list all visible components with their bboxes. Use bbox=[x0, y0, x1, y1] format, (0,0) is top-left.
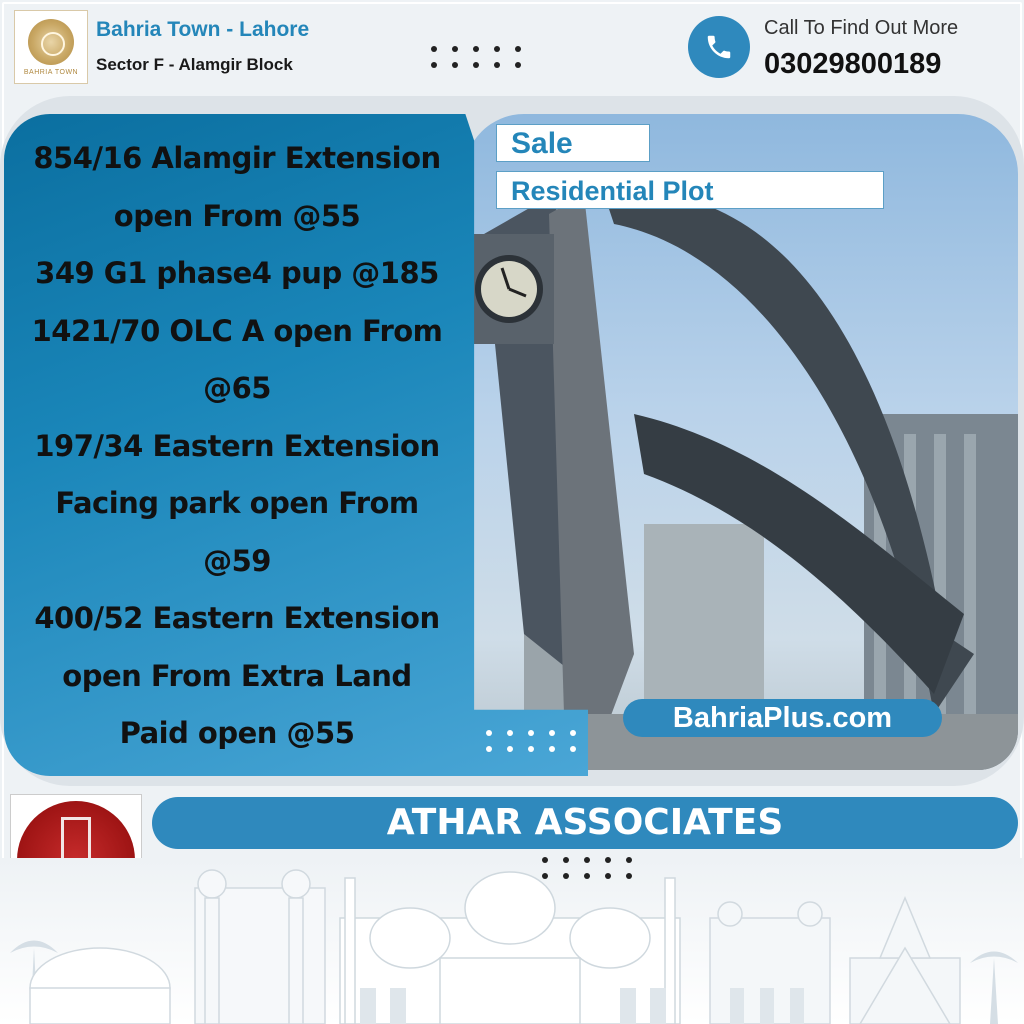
listing-line: 197/34 Eastern Extension bbox=[34, 428, 440, 463]
agency-name-bar: ATHAR ASSOCIATES bbox=[152, 797, 1018, 849]
listing-line: 349 G1 phase4 pup @185 bbox=[35, 256, 439, 290]
bahria-town-logo bbox=[14, 10, 88, 84]
website-link[interactable]: BahriaPlus.com bbox=[623, 699, 942, 737]
cta-label: Call To Find Out More bbox=[764, 17, 959, 39]
listing-line: open From @55 bbox=[113, 198, 361, 233]
listing-line: Facing park open From bbox=[55, 486, 419, 520]
listing-line: @59 bbox=[203, 543, 271, 578]
monument-photo bbox=[464, 114, 1018, 770]
listing-line: open From Extra Land bbox=[62, 658, 412, 693]
listing-text bbox=[16, 130, 458, 763]
decorative-dots bbox=[486, 730, 576, 752]
phone-icon[interactable] bbox=[688, 16, 750, 78]
decorative-dots bbox=[542, 857, 632, 879]
decorative-dots bbox=[431, 46, 521, 68]
listing-line: 1421/70 OLC A open From bbox=[31, 313, 443, 348]
phone-number[interactable]: 03029800189 bbox=[764, 48, 942, 80]
emblem-icon bbox=[28, 19, 74, 65]
listing-line: Paid open @55 bbox=[119, 716, 355, 750]
listing-line: 854/16 Alamgir Extension bbox=[33, 141, 441, 175]
city-skyline bbox=[0, 858, 1024, 1024]
listing-line: 400/52 Eastern Extension bbox=[34, 601, 440, 635]
property-type-tag: Residential Plot bbox=[496, 171, 884, 209]
phone-glyph bbox=[704, 32, 734, 62]
listing-line: @65 bbox=[203, 371, 271, 405]
purpose-tag: Sale bbox=[496, 124, 650, 162]
sector-title: Sector F - Alamgir Block bbox=[96, 55, 293, 74]
logo-text: BAHRIA TOWN bbox=[23, 68, 79, 76]
city-title: Bahria Town - Lahore bbox=[96, 18, 310, 41]
